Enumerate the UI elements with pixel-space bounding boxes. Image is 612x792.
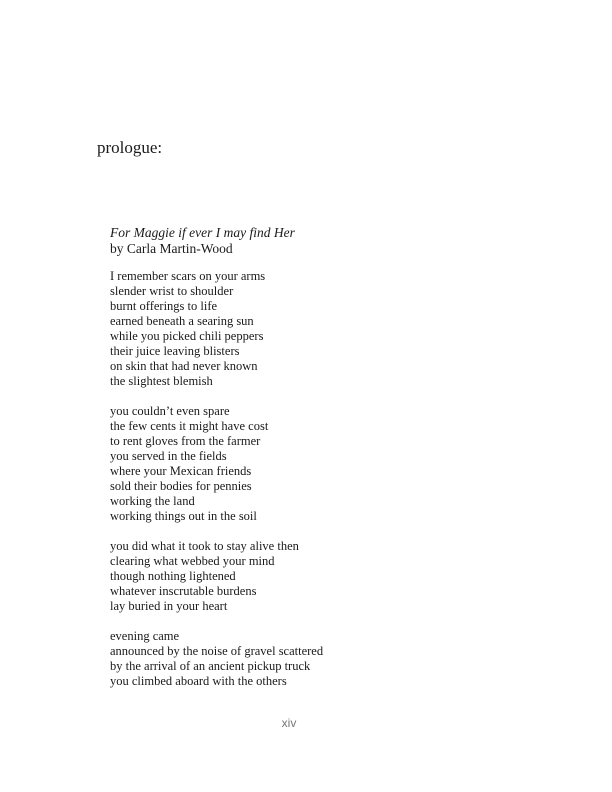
poem-body	[110, 269, 530, 689]
poem-author: by Carla Martin-Wood	[110, 241, 233, 256]
stanza-4	[110, 629, 530, 689]
poem-line: to rent gloves from the farmer	[110, 434, 261, 448]
poem-line: whatever inscrutable burdens	[110, 584, 257, 598]
poem-line: by the arrival of an ancient pickup truck	[110, 659, 311, 673]
poem-line: working things out in the soil	[110, 509, 257, 523]
poem-line: while you picked chili peppers	[110, 329, 264, 343]
poem-line: the few cents it might have cost	[110, 419, 269, 433]
stanza-2	[110, 404, 530, 524]
stanza-3	[110, 539, 530, 614]
poem-line: slender wrist to shoulder	[110, 284, 234, 298]
poem-line: sold their bodies for pennies	[110, 479, 252, 493]
poem-line: lay buried in your heart	[110, 599, 228, 613]
poem	[110, 225, 530, 704]
poem-line: clearing what webbed your mind	[110, 554, 275, 568]
poem-line: the slightest blemish	[110, 374, 213, 388]
poem-line: I remember scars on your arms	[110, 269, 266, 283]
page-number: xiv	[281, 716, 297, 730]
poem-line: though nothing lightened	[110, 569, 236, 583]
poem-title: For Maggie if ever I may find Her	[110, 225, 295, 240]
poem-line: you climbed aboard with the others	[110, 674, 287, 688]
poem-line: you served in the fields	[110, 449, 227, 463]
poem-line: burnt offerings to life	[110, 299, 218, 313]
poem-line: earned beneath a searing sun	[110, 314, 254, 328]
poem-line: their juice leaving blisters	[110, 344, 240, 358]
section-heading: prologue:	[97, 138, 163, 157]
poem-line: you couldn’t even spare	[110, 404, 230, 418]
poem-line: working the land	[110, 494, 195, 508]
poem-line: announced by the noise of gravel scattered	[110, 644, 324, 658]
poem-line: on skin that had never known	[110, 359, 258, 373]
poem-line: where your Mexican friends	[110, 464, 252, 478]
stanza-1	[110, 269, 530, 389]
poem-line: evening came	[110, 629, 180, 643]
poem-line: you did what it took to stay alive then	[110, 539, 299, 553]
